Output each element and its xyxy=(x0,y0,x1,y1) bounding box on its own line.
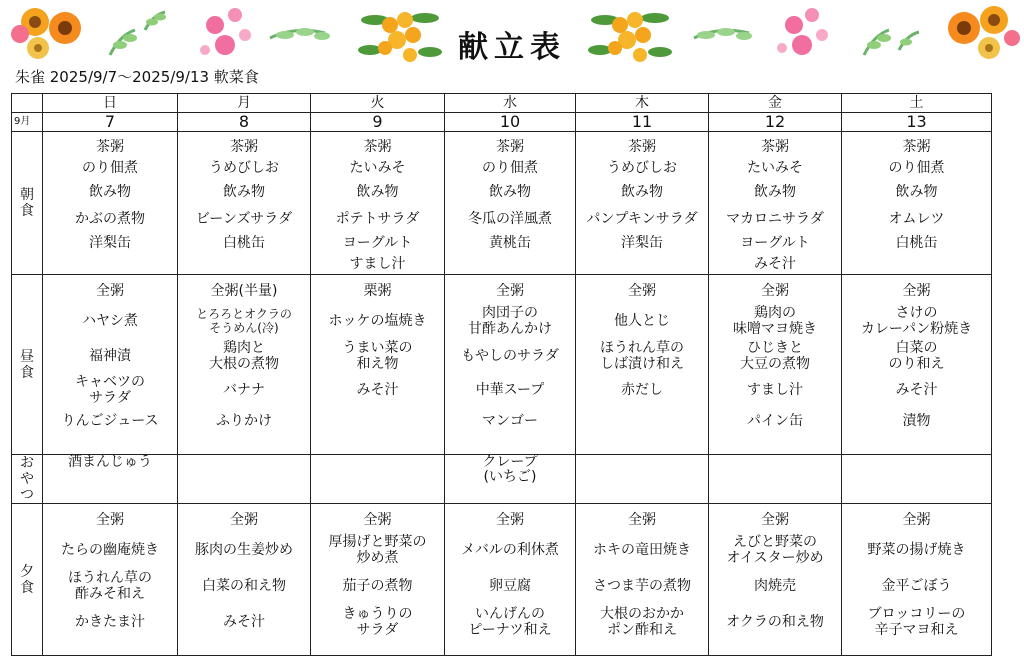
lunch-label-char: 昼 xyxy=(20,348,34,365)
breakfast-dish: 洋梨缶 xyxy=(89,235,131,251)
dinner-dish: オクラの和え物 xyxy=(726,614,824,630)
breakfast-dish: 黄桃缶 xyxy=(489,235,531,251)
breakfast-cell xyxy=(178,132,311,275)
dinner-dish: 茄子の煮物 xyxy=(342,578,413,594)
breakfast-dish: 茶粥 xyxy=(230,139,258,155)
lunch-dish: ふりかけ xyxy=(216,413,272,429)
date-header: 9 xyxy=(311,113,445,132)
dinner-cell xyxy=(576,504,709,656)
lunch-dish: 鶏肉と 大根の煮物 xyxy=(209,340,279,372)
breakfast-dish: ポテトサラダ xyxy=(335,211,420,227)
breakfast-cell xyxy=(576,132,709,275)
lunch-dish: 福神漬 xyxy=(89,348,131,364)
date-header: 11 xyxy=(576,113,709,132)
breakfast-dish: ビーンズサラダ xyxy=(195,211,293,227)
lunch-dish: 中華スープ xyxy=(475,382,545,398)
lunch-dish: 全粥 xyxy=(761,283,789,299)
dinner-dish: いんげんの ピーナツ和え xyxy=(468,606,552,638)
dinner-cell xyxy=(709,504,842,656)
lunch-dish: ひじきと 大豆の煮物 xyxy=(740,340,810,372)
breakfast-label xyxy=(12,132,43,275)
dinner-dish: みそ汁 xyxy=(223,614,265,630)
breakfast-dish: みそ汁 xyxy=(754,256,796,272)
breakfast-dish: 飲み物 xyxy=(89,184,131,200)
dinner-label-char: 夕 xyxy=(20,563,34,580)
breakfast-dish: 冬瓜の洋風煮 xyxy=(468,211,552,227)
breakfast-dish: たいみそ xyxy=(349,160,406,176)
dinner-dish: かきたま汁 xyxy=(75,614,145,630)
lunch-cell xyxy=(43,275,178,455)
snack-label-char: お xyxy=(20,455,34,471)
lunch-dish: ほうれん草の しば漬け和え xyxy=(600,340,684,372)
breakfast-dish: 飲み物 xyxy=(895,184,938,200)
breakfast-dish: 飲み物 xyxy=(754,184,796,200)
breakfast-dish: 茶粥 xyxy=(761,139,789,155)
snack-cell xyxy=(178,455,311,504)
snack-cell xyxy=(576,455,709,504)
lunch-dish: みそ汁 xyxy=(895,382,938,398)
lunch-cell xyxy=(445,275,576,455)
dinner-cell xyxy=(445,504,576,656)
breakfast-label-char: 食 xyxy=(20,203,34,219)
lunch-row xyxy=(12,275,992,455)
date-header: 13 xyxy=(842,113,992,132)
lunch-dish: バナナ xyxy=(223,382,265,398)
breakfast-cell xyxy=(709,132,842,275)
lunch-dish: さけの カレーパン粉焼き xyxy=(860,305,973,337)
lunch-label xyxy=(12,275,43,455)
dinner-dish: 全粥 xyxy=(96,512,124,528)
dinner-label xyxy=(12,504,43,656)
breakfast-dish: 茶粥 xyxy=(96,139,124,155)
lunch-cell xyxy=(576,275,709,455)
dinner-cell xyxy=(311,504,445,656)
lunch-dish: 漬物 xyxy=(902,413,931,429)
breakfast-cell xyxy=(842,132,992,275)
breakfast-dish: ヨーグルト xyxy=(740,235,810,251)
lunch-dish: 白菜の のり和え xyxy=(888,340,945,372)
dinner-dish: 全粥 xyxy=(761,512,789,528)
lunch-dish: 全粥 xyxy=(628,283,656,299)
lunch-dish: みそ汁 xyxy=(356,382,399,398)
breakfast-dish: のり佃煮 xyxy=(482,160,538,176)
breakfast-cell xyxy=(43,132,178,275)
lunch-cell xyxy=(178,275,311,455)
date-row xyxy=(12,113,992,132)
lunch-dish: とろろとオクラの そうめん(冷) xyxy=(196,307,292,335)
dinner-label-char: 食 xyxy=(20,579,34,596)
lunch-dish: もやしのサラダ xyxy=(461,348,559,364)
dinner-dish: たらの幽庵焼き xyxy=(61,542,159,558)
breakfast-dish: マカロニサラダ xyxy=(726,211,824,227)
lunch-dish: パイン缶 xyxy=(747,413,803,429)
page-title: 献立表 xyxy=(458,30,566,65)
dinner-dish: 金平ごぼう xyxy=(881,578,952,594)
dinner-cell xyxy=(43,504,178,656)
menu-table xyxy=(11,93,992,656)
dinner-dish: 全粥 xyxy=(230,512,258,528)
weekday-row xyxy=(12,94,992,113)
breakfast-row xyxy=(12,132,992,275)
snack-label-char: つ xyxy=(20,487,34,503)
weekday-header: 木 xyxy=(576,94,709,113)
snack-cell xyxy=(709,455,842,504)
dinner-dish: 肉焼売 xyxy=(754,578,796,594)
breakfast-dish: 茶粥 xyxy=(628,139,656,155)
snack-label xyxy=(12,455,43,504)
breakfast-dish: うめびしお xyxy=(607,160,677,176)
lunch-dish: 鶏肉の 味噌マヨ焼き xyxy=(733,305,817,337)
breakfast-dish: たいみそ xyxy=(747,160,803,176)
breakfast-dish: オムレツ xyxy=(888,211,945,227)
dinner-dish: 全粥 xyxy=(363,512,392,528)
breakfast-dish: かぶの煮物 xyxy=(75,211,145,227)
dinner-dish: えびと野菜の オイスター炒め xyxy=(726,534,824,566)
breakfast-dish: 飲み物 xyxy=(356,184,399,200)
dinner-dish: 全粥 xyxy=(902,512,931,528)
weekday-header: 金 xyxy=(709,94,842,113)
date-header: 10 xyxy=(445,113,576,132)
lunch-dish: ホッケの塩焼き xyxy=(328,313,427,329)
breakfast-label-char: 朝 xyxy=(20,187,34,203)
lunch-dish: 全粥(半量) xyxy=(210,283,278,299)
lunch-cell xyxy=(311,275,445,455)
snack-cell xyxy=(311,455,445,504)
weekday-header: 土 xyxy=(842,94,992,113)
weekday-header: 火 xyxy=(311,94,445,113)
lunch-dish: すまし汁 xyxy=(747,382,803,398)
lunch-label-char: 食 xyxy=(20,364,34,381)
dinner-dish: 白菜の和え物 xyxy=(202,578,286,594)
dinner-dish: さつま芋の煮物 xyxy=(593,578,691,594)
dinner-dish: メバルの利休煮 xyxy=(461,542,559,558)
lunch-dish: うまい菜の 和え物 xyxy=(342,340,413,372)
lunch-dish: 他人とじ xyxy=(614,313,670,329)
breakfast-dish: 茶粥 xyxy=(363,139,392,155)
breakfast-cell xyxy=(445,132,576,275)
lunch-dish: ハヤシ煮 xyxy=(82,313,138,329)
weekday-header: 水 xyxy=(445,94,576,113)
weekday-header: 月 xyxy=(178,94,311,113)
lunch-dish: キャベツの サラダ xyxy=(75,374,145,406)
date-header: 7 xyxy=(43,113,178,132)
breakfast-dish: 茶粥 xyxy=(902,139,931,155)
breakfast-dish: のり佃煮 xyxy=(888,160,945,176)
corner-cell xyxy=(12,94,43,113)
lunch-cell xyxy=(842,275,992,455)
breakfast-dish: パンプキンサラダ xyxy=(586,211,698,227)
breakfast-dish: うめびしお xyxy=(209,160,279,176)
breakfast-dish: ヨーグルト xyxy=(342,235,413,251)
snack-cell: クレープ (いちご) xyxy=(445,455,576,504)
lunch-dish: 栗粥 xyxy=(363,283,392,299)
breakfast-dish: 白桃缶 xyxy=(223,235,265,251)
breakfast-dish: 飲み物 xyxy=(223,184,265,200)
dinner-cell xyxy=(842,504,992,656)
lunch-dish: マンゴー xyxy=(482,413,538,429)
snack-row xyxy=(12,455,992,504)
snack-cell xyxy=(842,455,992,504)
dinner-dish: 全粥 xyxy=(628,512,656,528)
weekday-header: 日 xyxy=(43,94,178,113)
dinner-dish: 卵豆腐 xyxy=(489,578,531,594)
lunch-cell xyxy=(709,275,842,455)
lunch-dish: 肉団子の 甘酢あんかけ xyxy=(468,305,552,337)
lunch-dish: 全粥 xyxy=(96,283,124,299)
breakfast-dish: 飲み物 xyxy=(621,184,663,200)
dinner-dish: ほうれん草の 酢みそ和え xyxy=(68,570,152,602)
breakfast-cell xyxy=(311,132,445,275)
dinner-dish: 厚揚げと野菜の 炒め煮 xyxy=(328,534,427,566)
snack-cell: 酒まんじゅう xyxy=(43,455,178,504)
dinner-dish: ブロッコリーの 辛子マヨ和え xyxy=(867,606,966,638)
breakfast-dish: のり佃煮 xyxy=(82,160,138,176)
lunch-dish: りんごジュース xyxy=(61,413,159,429)
lunch-dish: 赤だし xyxy=(621,382,663,398)
dinner-dish: 大根のおかか ポン酢和え xyxy=(600,606,684,638)
dinner-dish: 全粥 xyxy=(496,512,524,528)
breakfast-dish: すまし汁 xyxy=(349,256,406,272)
dinner-row xyxy=(12,504,992,656)
lunch-dish: 全粥 xyxy=(902,283,931,299)
date-header: 12 xyxy=(709,113,842,132)
breakfast-dish: 白桃缶 xyxy=(895,235,938,251)
breakfast-dish: 茶粥 xyxy=(496,139,524,155)
date-header: 8 xyxy=(178,113,311,132)
snack-label-char: や xyxy=(20,471,34,487)
month-label: 9月 xyxy=(12,113,43,132)
lunch-dish: 全粥 xyxy=(496,283,524,299)
menu-subtitle: 朱雀 2025/9/7〜2025/9/13 軟菜食 xyxy=(15,68,259,86)
dinner-dish: 豚肉の生姜炒め xyxy=(195,542,293,558)
dinner-dish: ホキの竜田焼き xyxy=(593,542,691,558)
dinner-dish: きゅうりの サラダ xyxy=(342,606,413,638)
breakfast-dish: 飲み物 xyxy=(489,184,531,200)
breakfast-dish: 洋梨缶 xyxy=(621,235,663,251)
dinner-dish: 野菜の揚げ焼き xyxy=(867,542,966,558)
dinner-cell xyxy=(178,504,311,656)
